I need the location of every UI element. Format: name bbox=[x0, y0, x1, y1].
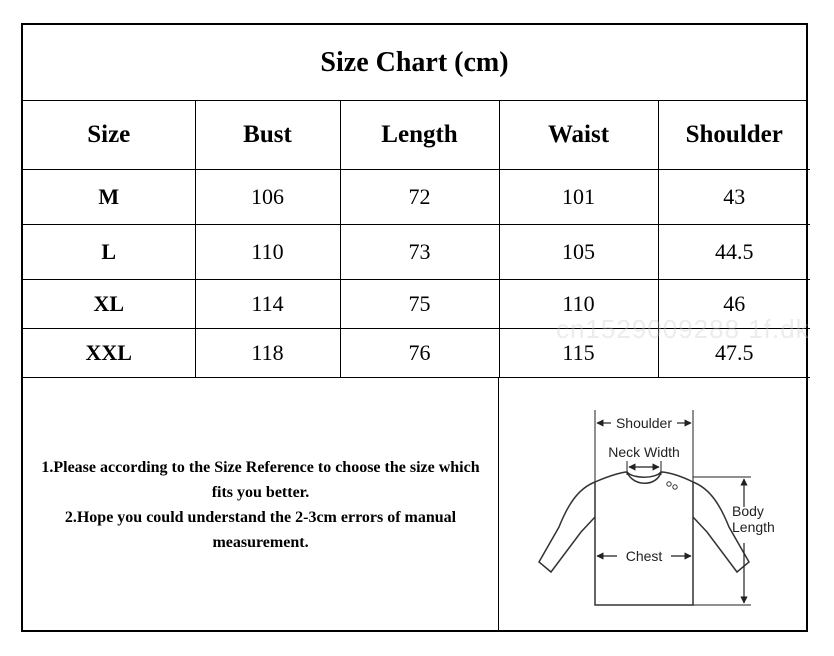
size-cell: M bbox=[23, 170, 195, 225]
length-cell: 72 bbox=[340, 170, 499, 225]
length-label: Length bbox=[732, 519, 775, 535]
size-cell: XXL bbox=[23, 329, 195, 378]
chest-label: Chest bbox=[625, 548, 663, 564]
waist-cell: 101 bbox=[499, 170, 658, 225]
bust-cell: 118 bbox=[195, 329, 340, 378]
shoulder-cell: 43 bbox=[658, 170, 810, 225]
header-shoulder: Shoulder bbox=[658, 101, 810, 170]
sweater-diagram bbox=[499, 377, 806, 632]
bust-cell: 106 bbox=[195, 170, 340, 225]
header-waist: Waist bbox=[499, 101, 658, 170]
waist-cell: 115 bbox=[499, 329, 658, 378]
table-row bbox=[23, 329, 810, 378]
note-2: 2.Hope you could understand the 2-3cm errors of manual measurement. bbox=[64, 508, 457, 551]
bust-cell: 114 bbox=[195, 280, 340, 329]
body-label: Body bbox=[732, 503, 764, 519]
size-cell: XL bbox=[23, 280, 195, 329]
chart-title: Size Chart (cm) bbox=[23, 25, 806, 101]
note-1: 1.Please according to the Size Reference to choose the size which fits you better. bbox=[41, 458, 480, 501]
shoulder-cell: 46 bbox=[658, 280, 810, 329]
table-row bbox=[23, 280, 810, 329]
waist-cell: 110 bbox=[499, 280, 658, 329]
watermark: cn1529009288 1f.dk bbox=[556, 314, 810, 344]
table-header-row bbox=[23, 101, 810, 170]
header-bust: Bust bbox=[195, 101, 340, 170]
header-size: Size bbox=[23, 101, 195, 170]
shoulder-cell: 47.5 bbox=[658, 329, 810, 378]
size-cell: L bbox=[23, 225, 195, 280]
size-chart bbox=[21, 23, 808, 632]
table-row bbox=[23, 170, 810, 225]
bust-cell: 110 bbox=[195, 225, 340, 280]
waist-cell: 105 bbox=[499, 225, 658, 280]
sweater-outline-icon bbox=[539, 472, 749, 605]
size-notes bbox=[23, 377, 499, 632]
length-cell: 75 bbox=[340, 280, 499, 329]
length-cell: 76 bbox=[340, 329, 499, 378]
size-table bbox=[23, 101, 810, 378]
shoulder-cell: 44.5 bbox=[658, 225, 810, 280]
header-length: Length bbox=[340, 101, 499, 170]
measurement-diagram bbox=[499, 377, 806, 632]
neck-width-label: Neck Width bbox=[608, 444, 680, 460]
table-row bbox=[23, 225, 810, 280]
length-cell: 73 bbox=[340, 225, 499, 280]
shoulder-label: Shoulder bbox=[615, 415, 673, 431]
